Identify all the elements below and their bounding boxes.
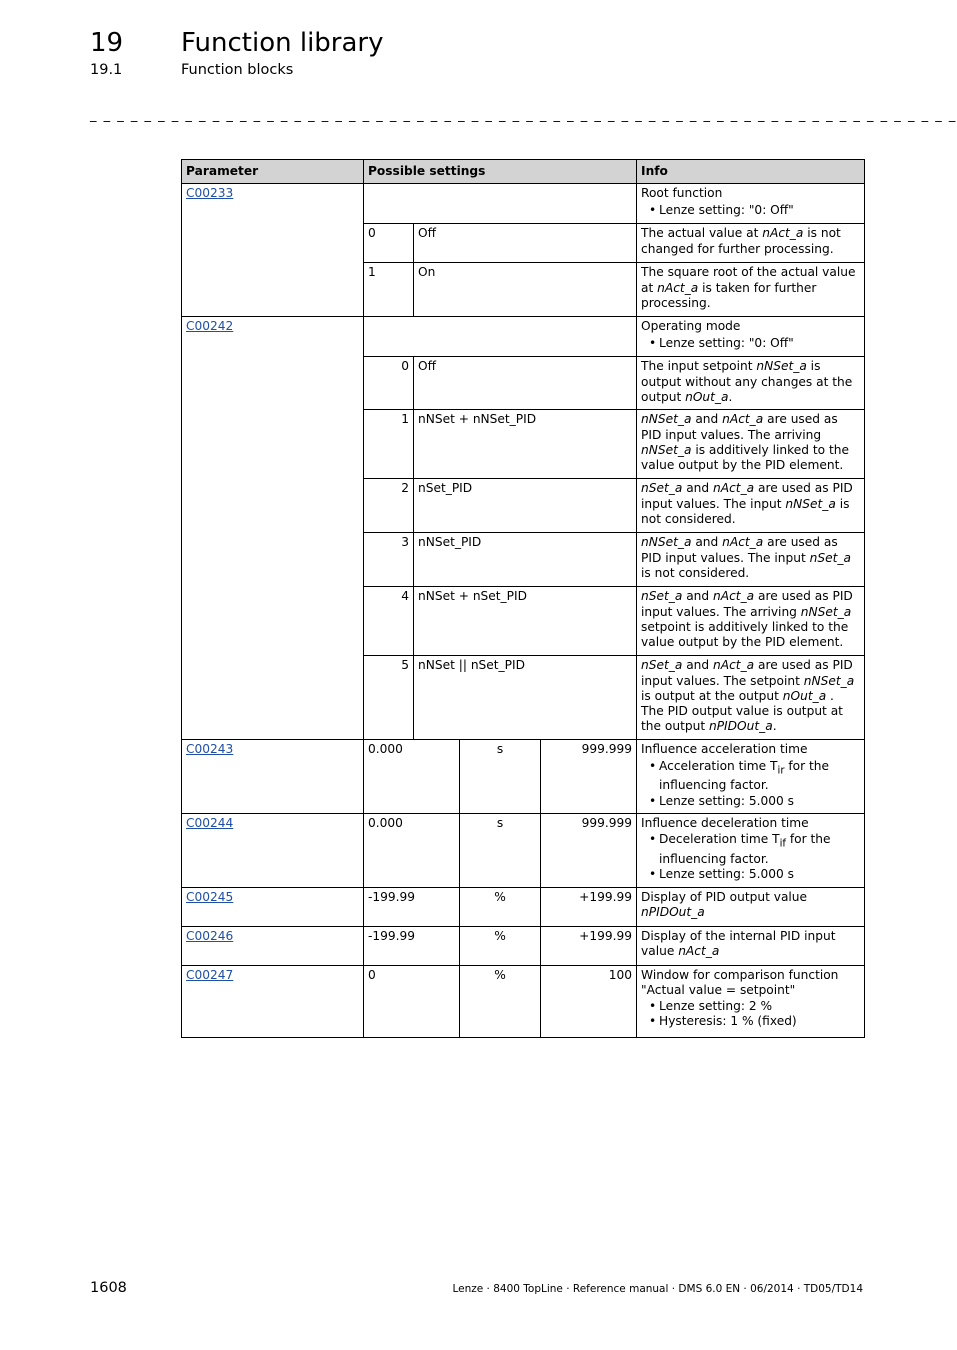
settings-cell-empty: [364, 184, 637, 224]
info-cell: nSet_a and nAct_a are used as PID input values. The arriving nNSet_a setpoint is additively linked to the value output by the PID element.: [637, 587, 865, 656]
section-number: 19.1: [90, 62, 123, 78]
option-value: 5: [364, 656, 414, 740]
column-header-info: Info: [637, 160, 865, 184]
info-bullet: • Deceleration time $T_{if}$ for the influencing factor.: [659, 832, 860, 867]
min-value: -199.99: [364, 926, 460, 965]
parameter-link-c00243[interactable]: C00243: [186, 742, 234, 757]
info-cell: The input setpoint nNSet_a is output without any changes at the output nOut_a.: [637, 357, 865, 410]
table-row: [182, 317, 865, 357]
info-title: Influence acceleration time: [641, 742, 808, 757]
option-value: 1: [364, 410, 414, 479]
option-value: 0: [364, 224, 414, 263]
info-bullet: • Acceleration time $T_{ir}$ for the influencing factor.: [659, 759, 860, 794]
table-row: [182, 813, 865, 887]
column-header-settings: Possible settings: [364, 160, 637, 184]
info-bullet: • Lenze setting: 5.000 s: [659, 794, 860, 809]
option-label: Off: [414, 357, 637, 410]
option-label: nNSet + nSet_PID: [414, 587, 637, 656]
parameter-cell: [182, 740, 364, 814]
info-bullet: • Lenze setting: 5.000 s: [659, 867, 860, 882]
info-cell: [637, 317, 865, 357]
max-value: +199.99: [541, 887, 637, 926]
option-value: 1: [364, 263, 414, 317]
option-label: nSet_PID: [414, 479, 637, 533]
section-title: Function blocks: [181, 62, 294, 78]
info-cell: [637, 184, 865, 224]
max-value: +199.99: [541, 926, 637, 965]
unit: %: [460, 926, 541, 965]
table-row: [182, 965, 865, 1037]
info-title: Influence deceleration time: [641, 815, 809, 830]
parameter-link-c00233[interactable]: C00233: [186, 186, 234, 201]
max-value: 999.999: [541, 813, 637, 887]
info-cell: Display of the internal PID input value nAct_a: [637, 926, 865, 965]
parameter-link-c00247[interactable]: C00247: [186, 967, 234, 982]
info-cell: The square root of the actual value at nAct_a is taken for further processing.: [637, 263, 865, 317]
info-bullet: • Lenze setting: 2 %: [659, 999, 860, 1014]
info-cell: The actual value at nAct_a is not changed for further processing.: [637, 224, 865, 263]
info-title: Operating mode: [641, 319, 741, 334]
parameter-link-c00244[interactable]: C00244: [186, 815, 234, 830]
min-value: 0: [364, 965, 460, 1037]
min-value: 0.000: [364, 813, 460, 887]
max-value: 999.999: [541, 740, 637, 814]
info-cell: nSet_a and nAct_a are used as PID input values. The input nNSet_a is not considered.: [637, 479, 865, 533]
option-label: nNSet || nSet_PID: [414, 656, 637, 740]
info-bullet: • Lenze setting: "0: Off": [659, 203, 860, 218]
parameter-cell: [182, 184, 364, 317]
option-label: nNSet + nNSet_PID: [414, 410, 637, 479]
option-value: 0: [364, 357, 414, 410]
parameter-cell: [182, 813, 364, 887]
option-value: 2: [364, 479, 414, 533]
unit: s: [460, 740, 541, 814]
table-row: [182, 887, 865, 926]
info-cell: [637, 813, 865, 887]
info-cell: Display of PID output value nPIDOut_a: [637, 887, 865, 926]
parameter-cell: [182, 965, 364, 1037]
parameter-cell: [182, 317, 364, 740]
info-bullet: • Hysteresis: 1 % (fixed): [659, 1014, 860, 1029]
parameter-cell: [182, 926, 364, 965]
table-row: [182, 926, 865, 965]
unit: %: [460, 887, 541, 926]
max-value: 100: [541, 965, 637, 1037]
info-title: Root function: [641, 186, 723, 201]
info-cell: [637, 740, 865, 814]
option-label: On: [414, 263, 637, 317]
parameter-cell: [182, 887, 364, 926]
info-cell: nNSet_a and nAct_a are used as PID input values. The input nSet_a is not considered.: [637, 533, 865, 587]
option-label: nNSet_PID: [414, 533, 637, 587]
info-bullet: • Lenze setting: "0: Off": [659, 336, 860, 351]
page-number: 1608: [90, 1280, 127, 1296]
info-cell: nNSet_a and nAct_a are used as PID input values. The arriving nNSet_a is additively linked to the value output by the PID element.: [637, 410, 865, 479]
unit: s: [460, 813, 541, 887]
parameter-link-c00242[interactable]: C00242: [186, 319, 234, 334]
info-title: Window for comparison function "Actual value = setpoint": [641, 967, 839, 997]
parameter-link-c00246[interactable]: C00246: [186, 928, 234, 943]
footer-text: Lenze · 8400 TopLine · Reference manual · DMS 6.0 EN · 06/2014 · TD05/TD14: [452, 1283, 863, 1295]
unit: %: [460, 965, 541, 1037]
settings-cell-empty: [364, 317, 637, 357]
parameter-table: [181, 159, 865, 1038]
info-cell: nSet_a and nAct_a are used as PID input values. The setpoint nNSet_a is output at the output nOut_a . The PID output value is output at the output nPIDOut_a.: [637, 656, 865, 740]
parameter-link-c00245[interactable]: C00245: [186, 889, 234, 904]
option-value: 4: [364, 587, 414, 656]
min-value: 0.000: [364, 740, 460, 814]
header-separator: _ _ _ _ _ _ _ _ _ _ _ _ _ _ _ _ _ _ _ _ _ _ _ _ _ _ _ _ _ _ _ _ _ _ _ _ _ _ _ _ _ _ _ _ _ _ _ _ _ _ _ _ _ _ _ _ _ _ _ _ _ _ _ _: [90, 108, 957, 123]
table-row: [182, 184, 865, 224]
table-row: [182, 740, 865, 814]
option-value: 3: [364, 533, 414, 587]
min-value: -199.99: [364, 887, 460, 926]
option-label: Off: [414, 224, 637, 263]
chapter-title: Function library: [181, 28, 384, 58]
info-cell: [637, 965, 865, 1037]
table-header-row: [182, 160, 865, 184]
column-header-parameter: Parameter: [182, 160, 364, 184]
chapter-number: 19: [90, 28, 124, 58]
